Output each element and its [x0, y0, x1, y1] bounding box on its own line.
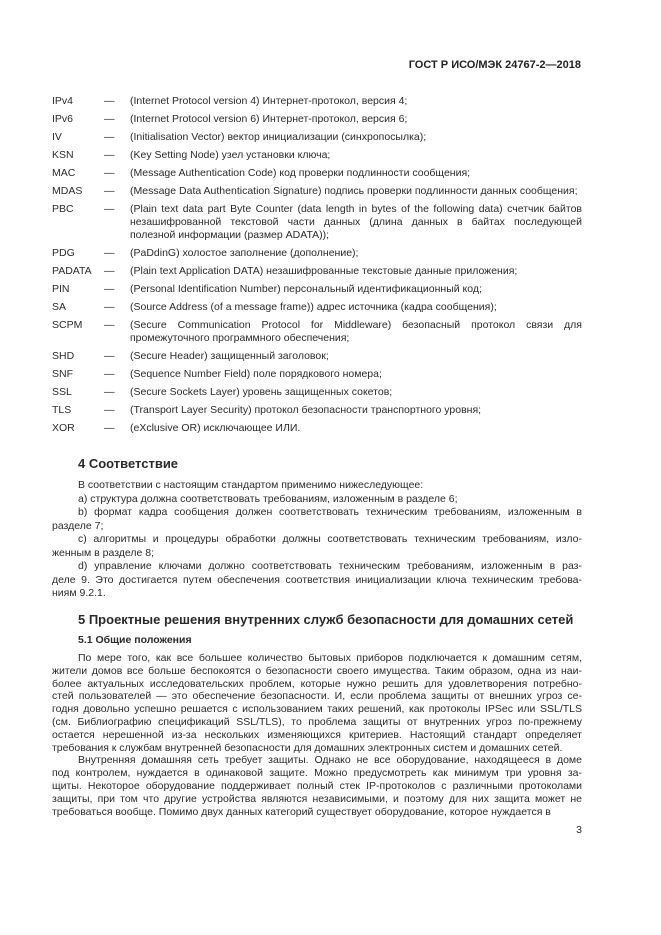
definition-line: (Transport Layer Security) протокол безопасности транспортного уровня;	[130, 404, 482, 416]
section-4-body	[52, 479, 582, 601]
abbreviation-entry	[52, 283, 582, 296]
dash: —	[104, 265, 115, 277]
abbreviation-entry	[52, 422, 582, 435]
abbreviation-entry	[52, 149, 582, 162]
abbreviation-entry	[52, 113, 582, 126]
paragraph-line: женным в разделе 8;	[52, 546, 155, 559]
paragraph-line: более актуальных исследовательских проблем, которые нужно решить для удовлетворения потребно-	[52, 677, 582, 690]
abbreviation-definition	[130, 350, 582, 363]
paragraph-line: щиты. Некоторое оборудование поддерживает полный стек IP-протоколов с различными протоколами	[52, 779, 582, 792]
paragraph-line: жители домов все больше беспокоятся о безопасности своего имущества. Таким образом, одна из наи-	[52, 664, 582, 677]
abbreviation-term: IPv6	[52, 113, 74, 125]
abbreviation-term: MDAS	[52, 185, 83, 197]
abbreviation-definition	[130, 203, 582, 242]
dash: —	[104, 350, 115, 362]
abbreviation-definition	[130, 149, 582, 162]
abbreviation-term: KSN	[52, 149, 74, 161]
definition-line: полезной информации (размер ADATA));	[130, 229, 330, 241]
abbreviation-entry	[52, 247, 582, 260]
abbreviation-entry	[52, 95, 582, 108]
abbreviation-definition	[130, 422, 582, 435]
abbreviation-entry	[52, 368, 582, 381]
abbreviation-entry	[52, 203, 582, 242]
paragraph-line: а) структура должна соответствовать требованиям, изложенным в разделе 6;	[78, 492, 458, 505]
dash: —	[104, 131, 115, 143]
dash: —	[104, 301, 115, 313]
abbreviation-definition	[130, 283, 582, 296]
dash: —	[104, 404, 115, 416]
abbreviation-term: SA	[52, 301, 67, 313]
abbreviation-definition	[130, 386, 582, 399]
abbreviation-term: MAC	[52, 167, 76, 179]
abbreviation-definition	[130, 265, 582, 278]
definition-line: (Secure Communication Protocol for Middleware) безопасный протокол связи для	[130, 319, 582, 331]
definition-line: (Personal Identification Number) персональный идентификационный код;	[130, 283, 482, 295]
definition-line: (Internet Protocol version 6) Интернет-протокол, версия 6;	[130, 113, 408, 125]
dash: —	[104, 167, 115, 179]
definition-line: (Initialisation Vector) вектор инициализации (синхропосылка);	[130, 131, 427, 143]
abbreviation-entry	[52, 265, 582, 278]
definition-line: (Plain text data part Byte Counter (data length in bytes of the following data) счетчик байтов	[130, 203, 582, 215]
paragraph-line: под контролем, нуждается в одинаковой защите. Можно предусмотреть как минимум три уровня за-	[52, 767, 582, 780]
abbreviation-definition	[130, 404, 582, 417]
abbreviation-definition	[130, 319, 582, 345]
paragraph-line: деле 9. Это достигается путем обеспечения соответствия инициализации ключа техническим требова-	[52, 573, 582, 586]
abbreviation-term: SNF	[52, 368, 73, 380]
abbreviation-definition	[130, 167, 582, 180]
paragraph-line: годня довольно успешно решается с использованием таких решений, как протоколы IPSec или SSL/TLS	[52, 703, 582, 716]
paragraph-line: стей пользователей — это обеспечение безопасности. И, если проблема защиты от внешних угроз се-	[52, 690, 582, 703]
abbreviation-list	[52, 95, 582, 440]
abbreviation-term: IPv4	[52, 95, 74, 107]
abbreviation-term: SHD	[52, 350, 75, 362]
abbreviation-term: XOR	[52, 422, 75, 434]
abbreviation-term: SSL	[52, 386, 72, 398]
paragraph-line: b) формат кадра сообщения должен соответствовать техническим требованиям, изложенным в	[78, 506, 582, 518]
dash: —	[104, 422, 115, 434]
definition-line: (Message Data Authentication Signature) подпись проверки подлинности данных сообщения;	[130, 185, 578, 197]
definition-line: промежуточного программного обеспечения;	[130, 332, 350, 344]
dash: —	[104, 283, 115, 295]
paragraph-line: разделе 7;	[52, 519, 104, 532]
abbreviation-entry	[52, 167, 582, 180]
definition-line: (Secure Sockets Layer) уровень защищенных сокетов;	[130, 386, 393, 398]
abbreviation-term: SCPM	[52, 319, 83, 331]
paragraph-line: По мере того, как все большее количество бытовых приборов подключается к домашним сетям,	[78, 652, 582, 664]
dash: —	[104, 113, 115, 125]
paragraph-line: Внутренняя домашняя сеть требует защиты. Однако не все оборудование, находящееся в доме	[78, 754, 582, 767]
abbreviation-definition	[130, 113, 582, 126]
definition-line: (Key Setting Node) узел установки ключа;	[130, 149, 331, 161]
abbreviation-term: PDG	[52, 247, 75, 259]
definition-line: (Source Address (of a message frame)) адрес источника (кадра сообщения);	[130, 301, 497, 313]
abbreviation-definition	[130, 185, 582, 198]
definition-line: (Sequence Number Field) поле порядкового номера;	[130, 368, 382, 380]
definition-line: (Internet Protocol version 4) Интернет-протокол, версия 4;	[130, 95, 408, 107]
abbreviation-entry	[52, 350, 582, 363]
paragraph-line: требования к службам внутренней безопасности для домашних электронных систем и домашних сетей.	[52, 741, 563, 754]
abbreviation-term: TLS	[52, 404, 72, 416]
dash: —	[104, 368, 115, 380]
abbreviation-term: IV	[52, 131, 62, 143]
paragraph-line: (см. Библиографию спецификаций SSL/TLS), то проблема защиты от внутренних угроз по-прежнему	[52, 715, 582, 728]
abbreviation-entry	[52, 386, 582, 399]
abbreviation-definition	[130, 368, 582, 381]
definition-line: (Secure Header) защищенный заголовок;	[130, 350, 329, 362]
definition-line: (PaDdinG) холостое заполнение (дополнение);	[130, 247, 359, 259]
abbreviation-definition	[130, 247, 582, 260]
paragraph-line: d) управление ключами должно соответствовать техническим требованиям, изложенным в раз-	[78, 560, 582, 572]
document-header: ГОСТ Р ИСО/МЭК 24767-2—2018	[408, 59, 581, 71]
abbreviation-entry	[52, 404, 582, 417]
abbreviation-definition	[130, 301, 582, 314]
abbreviation-definition	[130, 131, 582, 144]
section-5-1-title: 5.1 Общие положения	[78, 634, 192, 646]
dash: —	[104, 95, 115, 107]
paragraph-line: ниям 9.2.1.	[52, 587, 106, 599]
abbreviation-term: PIN	[52, 283, 70, 295]
abbreviation-entry	[52, 131, 582, 144]
paragraph-line: В соответствии с настоящим стандартом применимо нижеследующее:	[78, 479, 424, 491]
section-5-title: 5 Проектные решения внутренних служб безопасности для домашних сетей	[78, 612, 574, 627]
abbreviation-entry	[52, 319, 582, 345]
paragraph-line: защиты, при том что другие устройства являются независимыми, и поэтому для них защита может не	[52, 792, 582, 805]
dash: —	[104, 386, 115, 398]
page-number: 3	[576, 824, 582, 836]
definition-line: (Plain text Application DATA) незашифрованные текстовые данные приложения;	[130, 265, 518, 277]
section-4	[52, 456, 582, 601]
abbreviation-entry	[52, 185, 582, 198]
dash: —	[104, 247, 115, 259]
definition-line: (Message Authentication Code) код проверки подлинности сообщения;	[130, 167, 471, 179]
abbreviation-term: PADATA	[52, 265, 92, 277]
paragraph-line: остается нерешенной из-за нескольких изменяющихся критериев. Настоящий стандарт определяет	[52, 728, 582, 741]
dash: —	[104, 149, 115, 161]
abbreviation-definition	[130, 95, 582, 108]
definition-line: (eXclusive OR) исключающее ИЛИ.	[130, 422, 301, 434]
dash: —	[104, 319, 115, 331]
paragraph-line: требоваться вообще. Помимо двух данных категорий существует оборудование, которое нуждается в	[52, 805, 551, 818]
abbreviation-entry	[52, 301, 582, 314]
section-5	[52, 612, 582, 818]
section-5-1-body	[52, 652, 582, 818]
dash: —	[104, 185, 115, 197]
dash: —	[104, 203, 115, 215]
definition-line: незашифрованной текстовой части данных (длина данных в байтах последующей	[130, 216, 582, 228]
abbreviation-term: PBC	[52, 203, 74, 215]
paragraph-line: c) алгоритмы и процедуры обработки должны соответствовать техническим требованиям, изло-	[78, 533, 582, 545]
section-4-title: 4 Соответствие	[78, 456, 179, 471]
